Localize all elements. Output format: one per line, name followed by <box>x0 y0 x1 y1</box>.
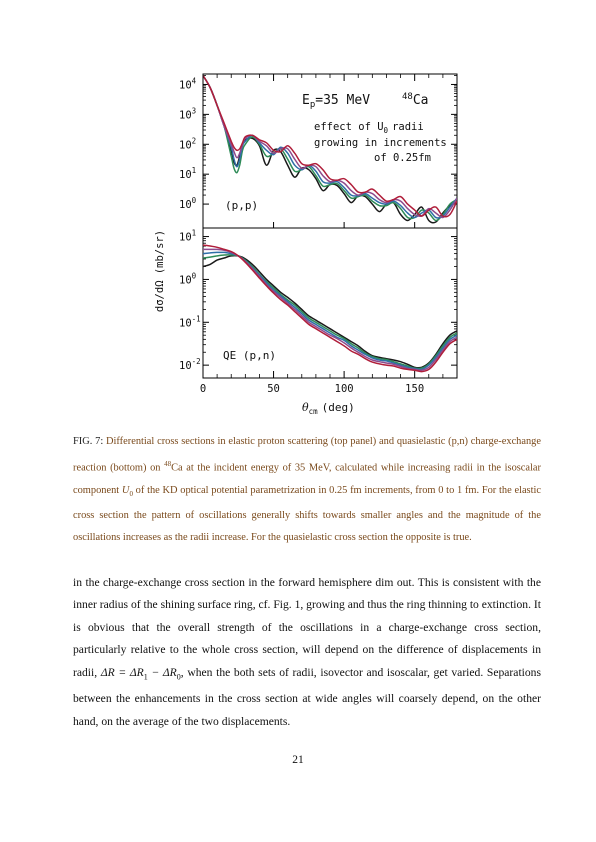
xtick-label-1: 50 <box>267 383 280 395</box>
annotation-text-1: effect of U <box>314 121 384 133</box>
body-paragraph <box>73 572 541 733</box>
panel0-ytick-label-1: $10^1$ <box>179 166 197 182</box>
energy-label <box>302 93 370 110</box>
energy-sub: p <box>309 100 316 110</box>
caption-text-1: Differential cross sections in elastic proton scattering (top panel) and quasielastic (p,n) charge-exchange reaction (bottom) on <box>73 436 541 474</box>
xtick-label-0: 0 <box>199 383 207 395</box>
figure-caption <box>73 431 541 550</box>
energy-symbol: E <box>302 93 310 108</box>
panel0-ytick-label-2: $10^2$ <box>179 136 197 152</box>
caption-mass: 48 <box>164 460 172 469</box>
x-axis-label <box>302 401 355 416</box>
xtick-label-2: 100 <box>334 383 354 395</box>
nucleus-mass: 48 <box>402 92 413 102</box>
y-axis-label: dσ/dΩ (mb/sr) <box>154 229 166 313</box>
panel1-ytick-label-1: $10^0$ <box>179 271 197 287</box>
body-eq-mid: − ΔR <box>147 665 177 679</box>
bottom-reaction-label: QE (p,n) <box>223 349 276 362</box>
panel1-ytick-label-0: $10^1$ <box>179 228 197 244</box>
annotation-line-3: of 0.25fm <box>374 152 431 164</box>
energy-value: =35 MeV <box>315 93 371 108</box>
nucleus-symbol: Ca <box>412 93 429 108</box>
xtick-label-3: 150 <box>405 383 425 395</box>
page-number: 21 <box>292 754 304 766</box>
annotation-sub-0: 0 <box>383 126 389 135</box>
panel0-ytick-label-4: $10^4$ <box>179 76 197 92</box>
annotation-text-radii: radii <box>392 121 424 133</box>
figure-7 <box>154 66 470 416</box>
panel1-ytick-label-3: $10^{-2}$ <box>179 357 201 373</box>
caption-text-3: of the KD optical potential parametrization in 0.25 fm increments, from 0 to 1 fm. For the elastic cross section the pattern of oscillations generally shifts towards smaller angles and the magnitude of the oscillations increases as the radii increase. For the quasielastic cross section the opposite is true. <box>73 484 541 544</box>
panel1-ytick-label-2: $10^{-1}$ <box>179 314 201 330</box>
body-text-1: in the charge-exchange cross section in the forward hemisphere dim out. This is consistent with the inner radius of the shining surface ring, cf. Fig. 1, growing and thus the ring thinning to extinction. It is obvious that the overall strength of the oscillations in a charge-exchange cross section, particularly relative to the whole cross section, will depend on the difference of displacements in radii, <box>73 576 541 679</box>
annotation-line-1 <box>314 121 424 135</box>
body-eq: ΔR = ΔR <box>100 665 144 679</box>
top-reaction-label: (p,p) <box>225 199 259 212</box>
figure-svg <box>154 66 470 416</box>
caption-u-sub: 0 <box>129 489 133 498</box>
x-axis-unit: (deg) <box>321 401 355 414</box>
caption-text-2: Ca at the incident energy of 35 MeV, calculated while increasing radii in the isoscalar component <box>73 462 541 496</box>
caption-label: FIG. 7: <box>73 436 104 447</box>
panel0-ytick-label-0: $10^0$ <box>179 196 197 212</box>
body-text-2: , when the both sets of radii, isovector and isoscalar, get varied. Separations between the enhancements in the cross section at wide angles will coarsely depend, on the other hand, on the average of the two displacements. <box>73 665 541 728</box>
body-eq-sub1: 1 <box>143 671 148 681</box>
x-axis-theta: θ <box>302 401 309 414</box>
annotation-line-2: growing in increments <box>314 137 447 149</box>
nucleus-label <box>402 92 429 108</box>
panel0-ytick-label-3: $10^3$ <box>179 106 197 122</box>
x-axis-sub: cm <box>308 407 318 416</box>
caption-u: U <box>121 484 130 496</box>
body-eq-sub0: 0 <box>176 671 181 681</box>
